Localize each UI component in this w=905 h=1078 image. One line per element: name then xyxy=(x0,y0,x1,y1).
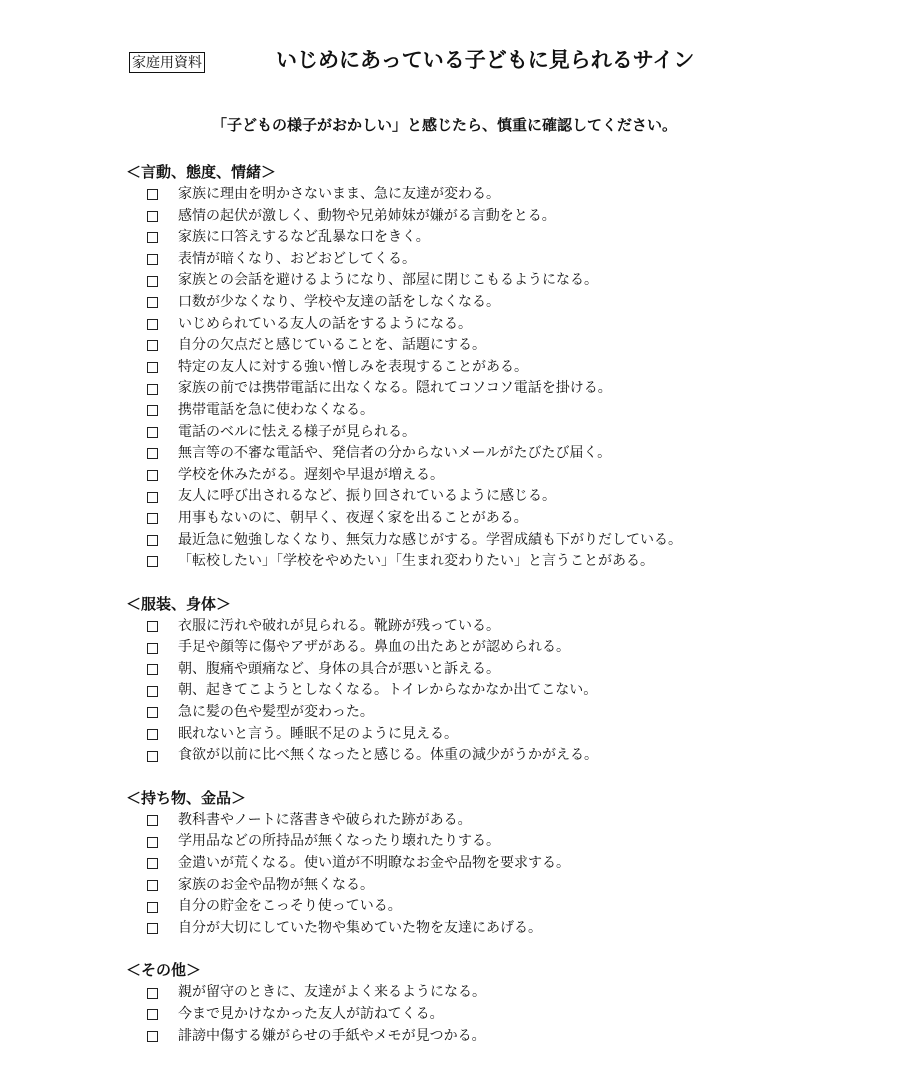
checkbox[interactable] xyxy=(147,362,158,373)
checklist-item-text: 眠れないと言う。睡眠不足のように見える。 xyxy=(178,725,458,742)
checkbox[interactable] xyxy=(147,405,158,416)
checklist xyxy=(126,184,896,573)
checklist-item xyxy=(126,486,896,508)
checkbox[interactable] xyxy=(147,880,158,891)
checklist-item-text: 教科書やノートに落書きや破られた跡がある。 xyxy=(178,811,472,828)
checklist-item-text: 家族のお金や品物が無くなる。 xyxy=(178,876,374,893)
checkbox[interactable] xyxy=(147,470,158,481)
checklist xyxy=(126,616,896,767)
checklist-item-text: 衣服に汚れや破れが見られる。靴跡が残っている。 xyxy=(178,617,500,634)
checkbox[interactable] xyxy=(147,858,158,869)
checkbox[interactable] xyxy=(147,664,158,675)
checkbox[interactable] xyxy=(147,902,158,913)
checkbox[interactable] xyxy=(147,297,158,308)
checklist-item-text: 表情が暗くなり、おどおどしてくる。 xyxy=(178,250,416,267)
checklist-item-text: 電話のベルに怯える様子が見られる。 xyxy=(178,423,416,440)
checklist-item xyxy=(126,659,896,681)
checklist-item xyxy=(126,551,896,573)
checklist-item xyxy=(126,896,896,918)
section-heading: ＜言動、態度、情緒＞ xyxy=(126,163,277,181)
checklist xyxy=(126,810,896,940)
checklist-item-text: 学校を休みたがる。遅刻や早退が増える。 xyxy=(178,466,444,483)
checklist-item-text: 家族との会話を避けるようになり、部屋に閉じこもるようになる。 xyxy=(178,272,598,289)
checklist-item xyxy=(126,378,896,400)
checklist-item xyxy=(126,1026,896,1048)
checklist-item xyxy=(126,292,896,314)
checklist-item-text: いじめられている友人の話をするようになる。 xyxy=(178,315,472,332)
checklist-item-text: 自分が大切にしていた物や集めていた物を友達にあげる。 xyxy=(178,919,542,936)
checklist-item xyxy=(126,508,896,530)
checklist-item xyxy=(126,853,896,875)
section-heading: ＜その他＞ xyxy=(126,961,202,980)
checklist-item xyxy=(126,680,896,702)
checkbox[interactable] xyxy=(147,1031,158,1042)
checkbox[interactable] xyxy=(147,729,158,740)
checklist-item xyxy=(126,810,896,832)
checkbox[interactable] xyxy=(147,643,158,654)
page-subtitle: 「子どもの様子がおかしい」と感じたら、慎重に確認してください。 xyxy=(212,116,678,134)
checklist-item-text: 家族の前では携帯電話に出なくなる。隠れてコソコソ電話を掛ける。 xyxy=(178,380,612,397)
checklist-item-text: 携帯電話を急に使わなくなる。 xyxy=(178,401,374,418)
checklist-item-text: 自分の欠点だと感じていることを、話題にする。 xyxy=(178,337,486,354)
section-belongings-money xyxy=(126,786,896,940)
checkbox[interactable] xyxy=(147,232,158,243)
checkbox[interactable] xyxy=(147,384,158,395)
checklist-item xyxy=(126,982,896,1004)
checklist-item-text: 無言等の不審な電話や、発信者の分からないメールがたびたび届く。 xyxy=(178,445,612,462)
checklist-item-text: 今まで見かけなかった友人が訪ねてくる。 xyxy=(178,1006,444,1022)
section-heading: ＜持ち物、金品＞ xyxy=(126,788,247,807)
checklist-item xyxy=(126,530,896,552)
checkbox[interactable] xyxy=(147,427,158,438)
checkbox[interactable] xyxy=(147,1009,158,1020)
checklist-item xyxy=(126,206,896,228)
checklist-item xyxy=(126,400,896,422)
checkbox[interactable] xyxy=(147,276,158,287)
checklist-item-text: 朝、腹痛や頭痛など、身体の具合が悪いと訴える。 xyxy=(178,660,500,677)
checklist-content xyxy=(126,160,896,1047)
checklist-item xyxy=(126,1004,896,1026)
checklist-item xyxy=(126,314,896,336)
checklist-item xyxy=(126,637,896,659)
checklist-item xyxy=(126,616,896,638)
checkbox[interactable] xyxy=(147,751,158,762)
checklist-item-text: 家族に理由を明かさないまま、急に友達が変わる。 xyxy=(178,186,500,202)
section-other xyxy=(126,958,896,1047)
checklist-item-text: 特定の友人に対する強い憎しみを表現することがある。 xyxy=(178,358,528,375)
checklist-item xyxy=(126,831,896,853)
checklist-item-text: 感情の起伏が激しく、動物や兄弟姉妹が嫌がる言動をとる。 xyxy=(178,207,556,224)
checklist-item-text: 手足や顔等に傷やアザがある。鼻血の出たあとが認められる。 xyxy=(178,639,570,656)
checklist-item-text: 誹謗中傷する嫌がらせの手紙やメモが見つかる。 xyxy=(178,1027,486,1044)
checkbox[interactable] xyxy=(147,211,158,222)
section-heading: ＜服装、身体＞ xyxy=(126,594,232,613)
checkbox[interactable] xyxy=(147,707,158,718)
checklist-item xyxy=(126,270,896,292)
checklist-item-text: 最近急に勉強しなくなり、無気力な感じがする。学習成績も下がりだしている。 xyxy=(178,531,682,548)
checklist xyxy=(126,982,896,1047)
checkbox[interactable] xyxy=(147,340,158,351)
checkbox[interactable] xyxy=(147,319,158,330)
checklist-item-text: 食欲が以前に比べ無くなったと感じる。体重の減少がうかがえる。 xyxy=(178,747,598,764)
checklist-item-text: 自分の貯金をこっそり使っている。 xyxy=(178,898,402,915)
checklist-item xyxy=(126,443,896,465)
checkbox[interactable] xyxy=(147,492,158,503)
checklist-item xyxy=(126,724,896,746)
section-speech-attitude-emotion xyxy=(126,160,896,573)
checklist-item xyxy=(126,875,896,897)
checklist-item-text: 金遣いが荒くなる。使い道が不明瞭なお金や品物を要求する。 xyxy=(178,855,570,872)
checklist-item-text: 家族に口答えするなど乱暴な口をきく。 xyxy=(178,229,430,246)
document-tag: 家庭用資料 xyxy=(129,52,205,73)
checkbox[interactable] xyxy=(147,621,158,632)
checklist-item xyxy=(126,465,896,487)
checklist-item-text: 友人に呼び出されるなど、振り回されているように感じる。 xyxy=(178,488,556,505)
checklist-item-text: 口数が少なくなり、学校や友達の話をしなくなる。 xyxy=(178,293,500,310)
checkbox[interactable] xyxy=(147,815,158,826)
checkbox[interactable] xyxy=(147,686,158,697)
checkbox[interactable] xyxy=(147,254,158,265)
checkbox[interactable] xyxy=(147,189,158,200)
checklist-item xyxy=(126,702,896,724)
checklist-item-text: 用事もないのに、朝早く、夜遅く家を出ることがある。 xyxy=(178,509,528,526)
checkbox[interactable] xyxy=(147,448,158,459)
checklist-item xyxy=(126,422,896,444)
checklist-item-text: 朝、起きてこようとしなくなる。トイレからなかなか出てこない。 xyxy=(178,682,598,699)
checklist-item xyxy=(126,918,896,940)
checklist-item xyxy=(126,335,896,357)
checkbox[interactable] xyxy=(147,988,158,999)
checkbox[interactable] xyxy=(147,513,158,524)
checkbox[interactable] xyxy=(147,923,158,934)
section-clothing-body xyxy=(126,592,896,767)
checklist-item-text: 親が留守のときに、友達がよく来るようになる。 xyxy=(178,984,486,1001)
page-title: いじめにあっている子どもに見られるサイン xyxy=(276,48,695,72)
checklist-item xyxy=(126,745,896,767)
checklist-item xyxy=(126,184,896,206)
checklist-item xyxy=(126,357,896,379)
checklist-item-text: 「転校したい」「学校をやめたい」「生まれ変わりたい」と言うことがある。 xyxy=(178,553,654,570)
checkbox[interactable] xyxy=(147,556,158,567)
checkbox[interactable] xyxy=(147,837,158,848)
checklist-item xyxy=(126,249,896,271)
checklist-item-text: 学用品などの所持品が無くなったり壊れたりする。 xyxy=(178,833,500,850)
checklist-item xyxy=(126,227,896,249)
checklist-item-text: 急に髪の色や髪型が変わった。 xyxy=(178,704,374,721)
checkbox[interactable] xyxy=(147,535,158,546)
